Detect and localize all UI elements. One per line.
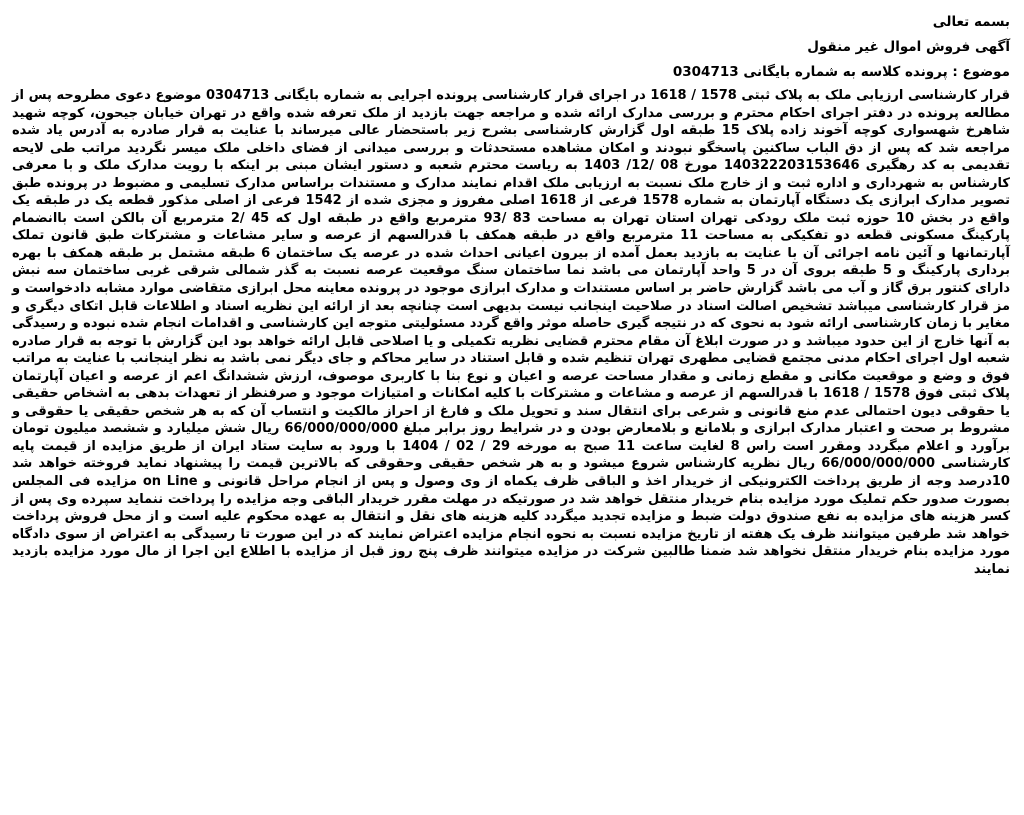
basmala-heading: بسمه تعالی	[932, 14, 1010, 30]
announcement-title: آگهی فروش اموال غیر منقول	[807, 39, 1010, 55]
announcement-document	[12, 10, 1010, 807]
case-subject: موضوع : پرونده کلاسه به شماره بایگانی 0304713	[672, 64, 1010, 80]
announcement-body: قرار کارشناسی ارزیابی ملک به پلاک ثبتی 1578 / 1618 در اجرای قرار کارشناسی پرونده اجرایی به شماره بایگانی 0304713 موضوع دعوی مطروحه پس از مطالعه پرونده در دفتر اجرای احکام محترم و بررسی مدارک ارائه شده و مراجعه جهت بازدید از ملک تعرفه شده واقع در تهران خیابان جیحون، کوچه شهید شاهرخ شهسواری کوچه آخوند زاده پلاک 15 طبقه اول گزارش کارشناسی بشرح زیر باستحضار عالی میرساند با عنایت به قرار صادره به آدرس یاد شده مراجعه شد که پس از دق الباب ساکنین پاسخگو نبودند و امکان مشاهده مستحدثات و بررسی میدانی از فضای داخلی ملک میسر نگردید مراتب طی لایحه تقدیمی به کد رهگیری 14032220315364‎6 مورخ 08 /12/ 1403 به ریاست محترم شعبه و دستور ایشان مبنی بر اینکه با رویت مدارک ملک و با معرفی کارشناس به شهرداری و اداره ثبت و از خارج ملک نسبت به ارزیابی ملک اقدام نمایند مدارک و مستندات براساس مدارک تسلیمی و مضبوط در پرونده طبق تصویر مدارک ابرازی یک دستگاه آپارتمان به شماره 1578 فرعی از 1618 اصلی مفروز و مجزی شده از 1542 فرعی از اصلی مذکور قطعه یک در طبقه یک واقع در بخش 10 حوزه ثبت ملک رودکی تهران استان تهران به مساحت 83 /93 مترمربع واقع در طبقه اول که 45 /2 مترمربع آن بالکن است باانضمام پارکینگ مسکونی قطعه دو تفکیکی به مساحت 11 مترمربع واقع در طبقه همکف با قدرالسهم از عرصه و سایر مشاعات و مشترکات طبق قانون تملک آپارتمانها و آئین نامه اجرائی آن با عنایت به بازدید بعمل آمده از بیرون اعیانی احداث شده در عرصه یک ساختمان 6 طبقه مشتمل بر طبقه همکف با بهره برداری پارکینگ و 5 طبقه بروی آن در 5 واحد آپارتمان می باشد نما ساختمان سنگ موقعیت عرصه نسبت به گذر شمالی شرقی غربی ساختمان سه نبش دارای کنتور برق گاز و آب می باشد گزارش حاضر بر اساس مستندات و مدارک ابرازی موجود در پرونده معاینه محل ابرازی متقاضی موارد مشابه دادخواست و مز قرار کارشناسی میباشد تشخیص اصالت اسناد در صلاحیت اینجانب نیست بدیهی است چنانچه بعد از ارائه این نظریه اسناد و اطلاعات قابل اتکای دیگری و مغایر با زمان کارشناسی ارائه شود به نحوی که در نتیجه گیری حاصله موثر واقع گردد مسئولیتی متوجه این کارشناسی و اقدامات انجام شده نبوده و رسیدگی به آنها خارج از این حدود میباشد و در صورت ابلاغ آن مقام محترم قضایی نظریه تکمیلی و یا اصلاحی قابل ارائه خواهد بود این گزارش با توجه به قرار صادره شعبه اول اجرای احکام مدنی مجتمع قضایی مطهری تهران تنظیم شده و قابل استناد در سایر محاکم و جای دیگر نمی باشد به نظر اینجانب با عنایت به مراتب فوق و وضع و موقعیت مکانی و مقطع زمانی و مقدار مساحت عرصه و اعیان و نوع بنا با کاربری موصوف، ارزش ششدانگ اعم از عرصه و اعیان آپارتمان پلاک ثبتی فوق 1578 / 1618 با قدرالسهم از عرصه و مشاعات و مشترکات با کلیه امکانات و امتیازات موجود و صرفنظر از تعهدات بدهی به اشخاص حقیقی یا حقوقی دیون احتمالی عدم منع قانونی و شرعی برای انتقال سند و تحویل ملک و فارغ از احراز مالکیت و انتساب آن که به هر شخص حقیقی یا حقوقی و مشروط بر صحت و اعتبار مدارک ابرازی و بلامانع و بلامعارض بودن و در شرایط روز برابر مبلغ 66/000/000/000 ریال شش میلیارد و ششصد میلیون تومان برآورد و اعلام میگردد ومقرر است راس 8 لغایت ساعت 11 صبح به مورخه 29 / 02 / 1404 با ورود به سایت ستاد ایران از طریق مزایده از قیمت پایه کارشناسی 66/000/000/000 ریال نظریه کارشناس شروع میشود و به هر شخص حقیقی وحقوقی که بالاترین قیمت را پیشنهاد نماید فروخته خواهد شد 10درصد وجه از طریق پرداخت الکترونیکی از خریدار اخذ و الباقی ظرف یکماه از وی وصول و پس از انجام مراحل قانونی و on Line مزایده فی المجلس بصورت صدور حکم تملیک مورد مزایده بنام خریدار منتقل خواهد شد در صورتیکه در مهلت مقرر خریدار الباقی وجه مزایده را پرداخت ننماید سپرده وی پس از کسر هزینه های مزایده به نفع صندوق دولت ضبط و مزایده تجدید میگردد کلیه هزینه های نقل و انتقال به عهده محکوم علیه است و از محل فروش پرداخت خواهد شد طرفین میتوانند ظرف یک هفته از تاریخ مزایده نسبت به نحوه انجام مزایده اعتراض نمایند که در این صورت تا رسیدگی به اعتراض از سوی دادگاه مورد مزایده بنام خریدار منتقل نخواهد شد ضمنا طالبین شرکت در مزایده میتوانند ظرف پنج روز قبل از مزایده با اطلاع این اجرا از مال مورد مزایده بازدید نمایند	[12, 88, 1011, 577]
